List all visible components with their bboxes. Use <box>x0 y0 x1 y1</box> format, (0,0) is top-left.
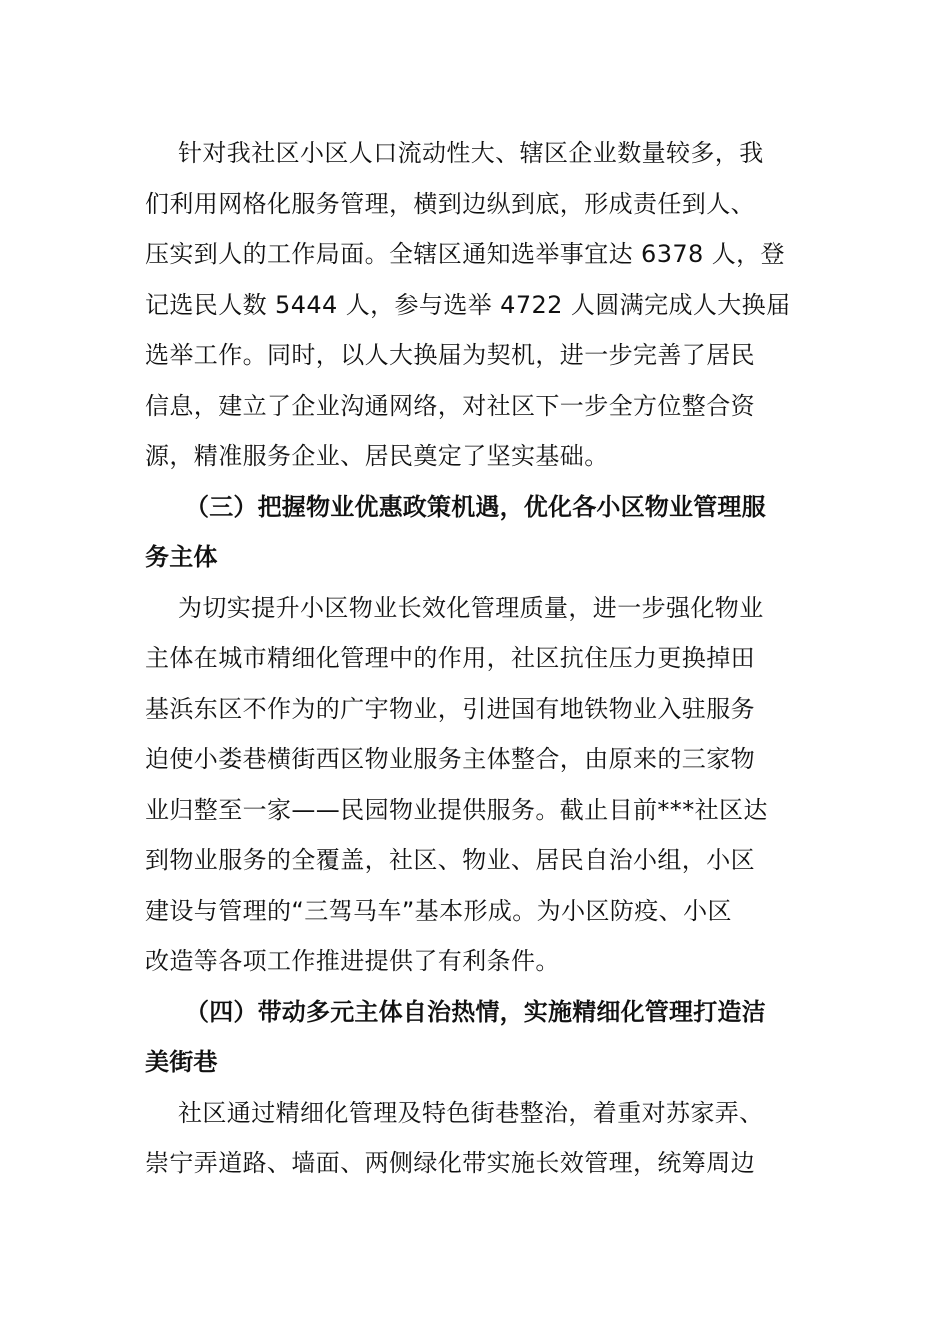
body-paragraph-2 <box>145 583 807 987</box>
text-line: 崇宁弄道路、墙面、两侧绿化带实施长效管理，统筹周边 <box>145 1149 755 1177</box>
text-line: 建设与管理的“三驾马车”基本形成。为小区防疫、小区 <box>145 896 732 925</box>
text-line: 迫使小娄巷横街西区物业服务主体整合，由原来的三家物 <box>145 745 755 773</box>
text-line: 信息，建立了企业沟通网络，对社区下一步全方位整合资 <box>145 391 755 420</box>
section-heading-3 <box>145 482 807 583</box>
text-line: 源，精准服务企业、居民奠定了坚实基础。 <box>145 442 609 470</box>
text-line: 选举工作。同时，以人大换届为契机，进一步完善了居民 <box>145 341 755 369</box>
text-line: 记选民人数 5444 人，参与选举 4722 人圆满完成人大换届 <box>145 290 791 319</box>
body-paragraph-1 <box>145 128 807 482</box>
document-page <box>145 128 807 1189</box>
text-line: 主体在城市精细化管理中的作用，社区抗住压力更换掉田 <box>145 644 755 672</box>
text-line: 到物业服务的全覆盖，社区、物业、居民自治小组，小区 <box>145 846 755 874</box>
heading-line: 务主体 <box>145 543 218 571</box>
text-line: 社区通过精细化管理及特色街巷整治，着重对苏家弄、 <box>178 1098 764 1127</box>
heading-line: （四）带动多元主体自治热情，实施精细化管理打造洁 <box>185 997 766 1026</box>
section-heading-4 <box>145 987 807 1088</box>
body-paragraph-3 <box>145 1088 807 1189</box>
heading-line: （三）把握物业优惠政策机遇，优化各小区物业管理服 <box>185 492 766 521</box>
text-line: 压实到人的工作局面。全辖区通知选举事宜达 6378 人，登 <box>145 240 785 268</box>
text-line: 针对我社区小区人口流动性大、辖区企业数量较多，我 <box>178 139 764 167</box>
text-line: 们利用网格化服务管理，横到边纵到底，形成责任到人、 <box>145 189 755 218</box>
text-line: 改造等各项工作推进提供了有利条件。 <box>145 947 560 975</box>
heading-line: 美街巷 <box>145 1048 218 1076</box>
text-line: 基浜东区不作为的广宇物业，引进国有地铁物业入驻服务 <box>145 694 755 723</box>
text-line: 业归整至一家——民园物业提供服务。截止目前***社区达 <box>145 795 768 824</box>
text-line: 为切实提升小区物业长效化管理质量，进一步强化物业 <box>178 593 764 622</box>
